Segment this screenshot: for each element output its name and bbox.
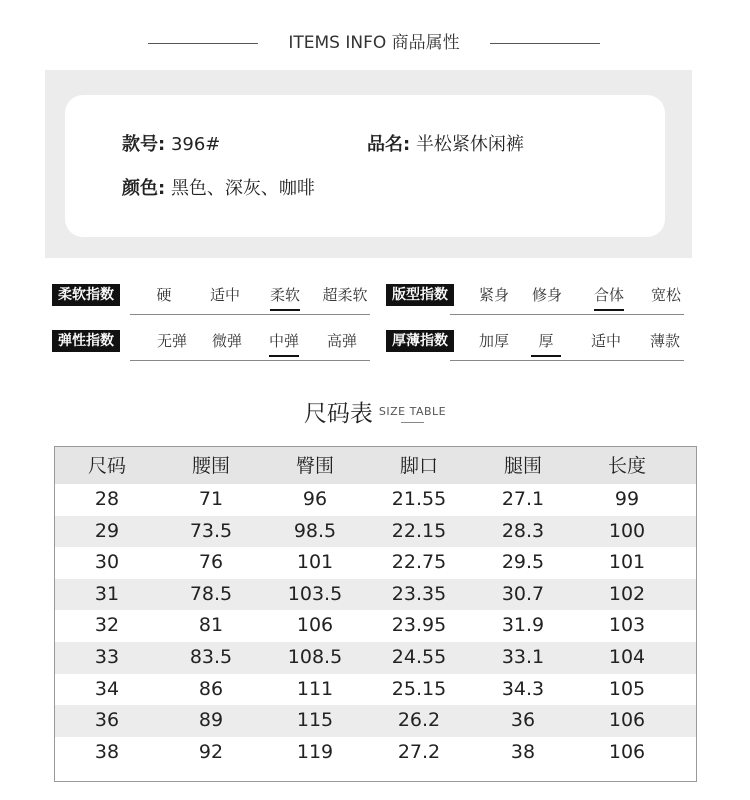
cell-hip: 115 (296, 709, 334, 732)
table-row (55, 674, 696, 706)
cell-length: 106 (608, 709, 646, 732)
table-row (55, 642, 696, 674)
thickness-index-label: 厚薄指数 (386, 330, 454, 352)
cell-size: 34 (94, 677, 120, 700)
cell-waist: 89 (198, 709, 224, 732)
header-divider-right (490, 43, 600, 44)
table-row (55, 516, 696, 548)
cell-waist: 81 (198, 614, 224, 637)
cell-hip: 96 (302, 488, 328, 510)
table-row (55, 579, 696, 611)
thickness-option-extra-thick: 加厚 (478, 332, 509, 350)
cell-size: 28 (94, 488, 120, 510)
cell-thigh: 33.1 (501, 646, 545, 668)
cell-waist: 76 (198, 551, 224, 574)
cell-length: 99 (614, 488, 640, 510)
cell-size: 38 (94, 740, 120, 763)
table-row (55, 547, 696, 579)
style-number-label: 款号: (122, 134, 166, 155)
cell-length: 106 (608, 740, 646, 763)
cell-length: 100 (608, 519, 646, 542)
section-header (0, 30, 750, 56)
header-cell-length: 长度 (607, 455, 646, 477)
cell-thigh: 27.1 (501, 488, 545, 510)
table-row (55, 705, 696, 737)
fit-option-regular: 合体 (579, 284, 639, 306)
cell-size: 30 (94, 551, 120, 574)
cell-thigh: 31.9 (501, 614, 545, 637)
cell-leg-opening: 26.2 (397, 709, 441, 732)
cell-size: 31 (94, 582, 120, 605)
cell-waist: 73.5 (189, 519, 233, 542)
fit-option-loose: 宽松 (650, 286, 681, 304)
cell-size: 33 (94, 646, 120, 668)
cell-thigh: 30.7 (501, 582, 545, 605)
cell-leg-opening: 25.15 (391, 677, 447, 700)
cell-leg-opening: 23.95 (391, 614, 447, 637)
fit-option-slim: 修身 (531, 286, 562, 304)
thickness-option-thin: 薄款 (649, 332, 680, 350)
section-title: ITEMS INFO 商品属性 (288, 33, 460, 53)
header-cell-leg-opening: 脚口 (399, 455, 438, 477)
product-colors (122, 177, 315, 201)
index-row-1 (50, 279, 700, 315)
fit-option-tight: 紧身 (478, 286, 509, 304)
cell-size: 36 (94, 709, 120, 732)
cell-length: 102 (608, 582, 646, 605)
fit-index-label: 版型指数 (386, 284, 454, 306)
product-name (367, 133, 524, 157)
cell-waist: 71 (198, 488, 224, 510)
softness-option-extra-soft: 超柔软 (322, 286, 368, 304)
cell-hip: 108.5 (287, 646, 343, 668)
softness-divider (130, 314, 370, 315)
cell-hip: 103.5 (287, 582, 343, 605)
cell-leg-opening: 21.55 (391, 488, 447, 510)
product-colors-value: 黑色、深灰、咖啡 (170, 178, 315, 199)
cell-hip: 101 (296, 551, 334, 574)
cell-hip: 111 (296, 677, 334, 700)
header-cell-size: 尺码 (87, 455, 126, 477)
cell-waist: 92 (198, 740, 224, 763)
cell-thigh: 29.5 (501, 551, 545, 574)
elasticity-option-medium: 中弹 (254, 330, 314, 352)
cell-leg-opening: 22.15 (391, 519, 447, 542)
cell-length: 101 (608, 551, 646, 574)
elasticity-option-high: 高弹 (326, 332, 357, 350)
size-table-title: 尺码表 (303, 401, 373, 427)
cell-size: 29 (94, 519, 120, 542)
thickness-divider (450, 360, 684, 361)
fit-divider (450, 314, 684, 315)
elasticity-option-none: 无弹 (156, 332, 187, 350)
product-name-label: 品名: (367, 134, 411, 155)
softness-option-medium: 适中 (209, 286, 240, 304)
softness-option-hard: 硬 (156, 286, 172, 304)
cell-hip: 98.5 (293, 519, 337, 542)
thickness-option-thick: 厚 (516, 330, 576, 352)
product-info-card (65, 95, 665, 237)
header-cell-hip: 臀围 (295, 455, 334, 477)
header-cell-thigh: 腿围 (503, 455, 542, 477)
size-table-subtitle: SIZE TABLE (378, 405, 447, 418)
elasticity-index-label: 弹性指数 (52, 330, 120, 352)
cell-length: 105 (608, 677, 646, 700)
cell-thigh: 28.3 (501, 519, 545, 542)
cell-leg-opening: 24.55 (391, 646, 447, 668)
style-number-value: 396# (170, 134, 221, 155)
size-table-heading (0, 395, 750, 427)
index-row-2 (50, 325, 700, 361)
header-cell-waist: 腰围 (191, 455, 230, 477)
softness-index-label: 柔软指数 (52, 284, 120, 306)
table-row (55, 484, 696, 516)
elasticity-divider (130, 360, 370, 361)
table-row (55, 610, 696, 642)
cell-leg-opening: 27.2 (397, 740, 441, 763)
cell-waist: 86 (198, 677, 224, 700)
cell-length: 103 (608, 614, 646, 637)
cell-hip: 119 (296, 740, 334, 763)
cell-thigh: 38 (510, 740, 536, 763)
product-name-value: 半松紧休闲裤 (415, 134, 524, 155)
cell-size: 32 (94, 614, 120, 637)
thickness-option-medium: 适中 (590, 332, 621, 350)
cell-hip: 106 (296, 614, 334, 637)
cell-waist: 78.5 (189, 582, 233, 605)
cell-waist: 83.5 (189, 646, 233, 668)
cell-leg-opening: 23.35 (391, 582, 447, 605)
style-number (122, 133, 220, 157)
size-table (54, 446, 697, 782)
cell-length: 104 (608, 646, 646, 668)
cell-thigh: 36 (510, 709, 536, 732)
softness-option-soft: 柔软 (255, 284, 315, 306)
table-header-row (55, 446, 696, 484)
table-row (55, 737, 696, 769)
header-divider-left (148, 43, 258, 44)
elasticity-option-slight: 微弹 (211, 332, 242, 350)
cell-leg-opening: 22.75 (391, 551, 447, 574)
product-colors-label: 颜色: (122, 178, 166, 199)
cell-thigh: 34.3 (501, 677, 545, 700)
